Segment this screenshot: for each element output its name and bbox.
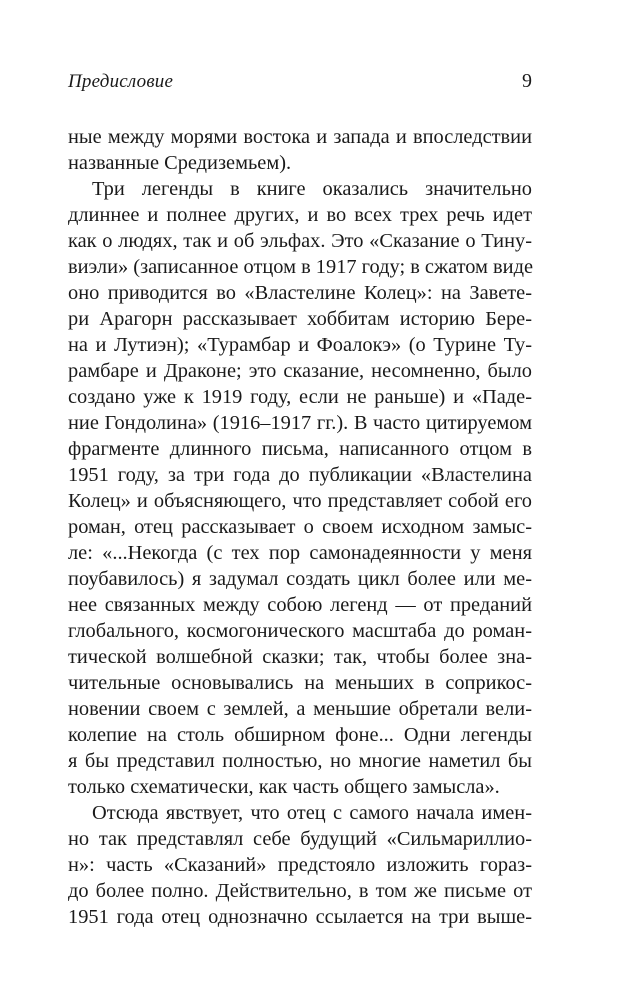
text-line: на и Лутиэн); «Турамбар и Фоалокэ» (о Турине Ту- <box>68 334 532 356</box>
text-line: Колец» и объясняющего, что представляет собой его <box>68 490 532 512</box>
text-line: тической волшебной сказки; так, чтобы более зна- <box>68 646 532 668</box>
paragraph <box>68 800 532 930</box>
body-text <box>68 124 532 930</box>
text-line: создано уже к 1919 году, если не раньше) и «Паде- <box>68 386 532 408</box>
page-number: 9 <box>522 70 532 92</box>
text-line: новении своем с землей, а меньшие обретали вели- <box>68 698 532 720</box>
paragraph <box>68 124 532 176</box>
text-line: Три легенды в книге оказались значительно <box>92 178 532 200</box>
text-line: ле: «...Некогда (с тех пор самонадеянности у меня <box>68 542 532 564</box>
text-line: только схематически, как часть общего замысла». <box>68 776 500 798</box>
paragraph <box>68 176 532 800</box>
running-title: Предисловие <box>68 71 174 92</box>
text-line: поубавилось) я задумал создать цикл более или ме- <box>68 568 532 590</box>
text-line: ные между морями востока и запада и впоследствии <box>68 126 532 148</box>
text-line: до более полно. Действительно, в том же письме от <box>68 880 532 902</box>
text-line: названные Средиземьем). <box>68 152 292 174</box>
text-line: фрагменте длинного письма, написанного отцом в <box>68 438 532 460</box>
text-line: глобального, космогонического масштаба до роман- <box>68 620 532 642</box>
text-line: н»: часть «Сказаний» предстояло изложить горaз- <box>68 854 532 876</box>
text-line: роман, отец рассказывает о своем исходном замыс- <box>68 516 532 538</box>
text-line: колепие на столь обширном фоне... Одни легенды <box>68 724 532 746</box>
text-line: оно приводится во «Властелине Колец»: на Заветe- <box>68 282 532 304</box>
text-line: я бы представил полностью, но многие наметил бы <box>68 750 532 772</box>
text-line: Отсюда явствует, что отец с самого начала имен- <box>92 802 532 824</box>
text-line: длиннее и полнее других, и во всех трех речь идет <box>68 204 532 226</box>
text-line: но так представлял себе будущий «Сильмариллио- <box>68 828 532 850</box>
text-line: чительные основывались на меньших в соприкос- <box>68 672 532 694</box>
text-line: 1951 году, за три года до публикации «Властелина <box>68 464 532 486</box>
text-line: рамбаре и Драконе; это сказание, несомненно, было <box>68 360 532 382</box>
text-line: как о людях, так и об эльфах. Это «Сказание о Тину- <box>68 230 532 252</box>
text-line: ние Гондолина» (1916–1917 гг.). В часто цитируемом <box>68 412 532 434</box>
text-line: нее связанных между собою легенд — от преданий <box>68 594 532 616</box>
text-line: 1951 года отец однозначно ссылается на три выше- <box>68 906 532 928</box>
book-page <box>68 70 532 930</box>
text-line: ри Арагорн рассказывает хоббитам историю Бере- <box>68 308 532 330</box>
page-header <box>68 70 532 104</box>
text-line: виэли» (записанное отцом в 1917 году; в сжатом виде <box>68 256 534 278</box>
